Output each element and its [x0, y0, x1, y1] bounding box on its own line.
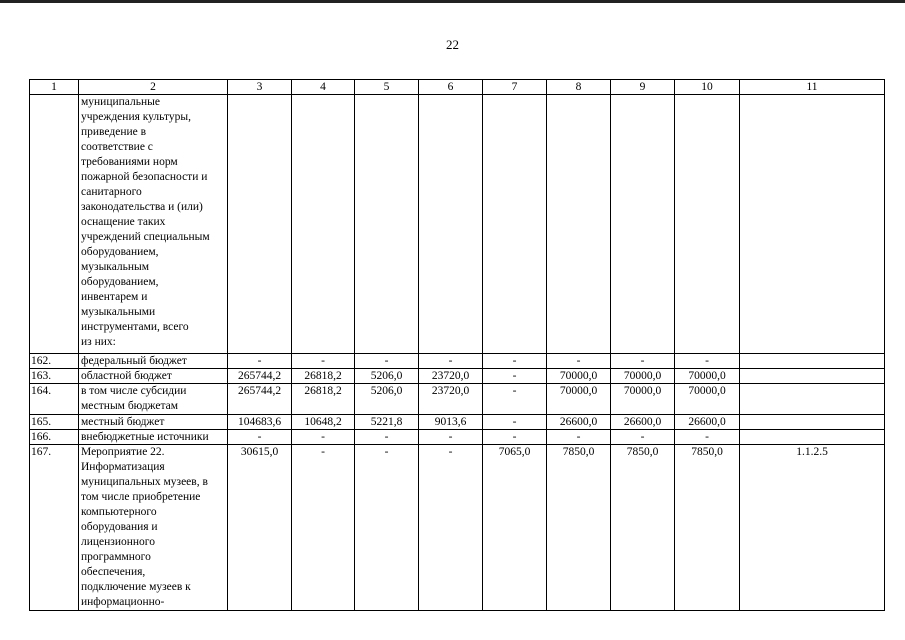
table-row [30, 430, 885, 445]
column-header: 3 [228, 80, 292, 95]
value-cell: - [675, 430, 740, 445]
value-cell: - [483, 354, 547, 369]
row-description-cell: внебюджетные источники [79, 430, 228, 445]
value-cell: 23720,0 [419, 369, 483, 384]
value-cell: 7850,0 [547, 445, 611, 611]
row-number-cell: 164. [30, 384, 79, 415]
row-number-cell: 166. [30, 430, 79, 445]
table-header-row [30, 80, 885, 95]
budget-table [29, 79, 885, 611]
value-cell: - [419, 430, 483, 445]
column-header: 8 [547, 80, 611, 95]
reference-cell: 1.1.2.5 [740, 445, 885, 611]
value-cell: - [355, 430, 419, 445]
table-row [30, 95, 885, 354]
value-cell: 7850,0 [675, 445, 740, 611]
value-cell: - [675, 354, 740, 369]
value-cell: - [547, 354, 611, 369]
value-cell [675, 95, 740, 354]
value-cell: 26600,0 [547, 415, 611, 430]
value-cell: - [611, 354, 675, 369]
value-cell: - [228, 354, 292, 369]
value-cell [483, 95, 547, 354]
row-description-cell: в том числе субсидии местным бюджетам [79, 384, 228, 415]
row-number-cell [30, 95, 79, 354]
value-cell: - [292, 430, 355, 445]
value-cell: - [419, 354, 483, 369]
value-cell [228, 95, 292, 354]
value-cell: 5206,0 [355, 369, 419, 384]
table-row [30, 415, 885, 430]
row-description-cell: местный бюджет [79, 415, 228, 430]
value-cell: 7850,0 [611, 445, 675, 611]
column-header: 9 [611, 80, 675, 95]
value-cell: - [355, 445, 419, 611]
table-row [30, 445, 885, 611]
reference-cell [740, 95, 885, 354]
value-cell: 5221,8 [355, 415, 419, 430]
column-header: 10 [675, 80, 740, 95]
value-cell: - [355, 354, 419, 369]
column-header: 1 [30, 80, 79, 95]
value-cell [419, 95, 483, 354]
row-number-cell: 163. [30, 369, 79, 384]
value-cell [355, 95, 419, 354]
value-cell: - [228, 430, 292, 445]
value-cell: 23720,0 [419, 384, 483, 415]
value-cell: 5206,0 [355, 384, 419, 415]
value-cell: 70000,0 [547, 384, 611, 415]
value-cell: - [419, 445, 483, 611]
value-cell: 26818,2 [292, 369, 355, 384]
row-description-cell: областной бюджет [79, 369, 228, 384]
top-border-line [0, 0, 905, 3]
value-cell: 70000,0 [547, 369, 611, 384]
value-cell: 70000,0 [675, 369, 740, 384]
value-cell: 70000,0 [611, 369, 675, 384]
column-header: 7 [483, 80, 547, 95]
table-row [30, 384, 885, 415]
value-cell [611, 95, 675, 354]
reference-cell [740, 369, 885, 384]
table-row [30, 354, 885, 369]
page-number: 22 [446, 37, 459, 52]
value-cell: 26818,2 [292, 384, 355, 415]
column-header: 11 [740, 80, 885, 95]
row-number-cell: 167. [30, 445, 79, 611]
column-header: 2 [79, 80, 228, 95]
reference-cell [740, 384, 885, 415]
row-description-cell: федеральный бюджет [79, 354, 228, 369]
column-header: 4 [292, 80, 355, 95]
column-header: 5 [355, 80, 419, 95]
value-cell: - [483, 430, 547, 445]
value-cell: 9013,6 [419, 415, 483, 430]
value-cell: 265744,2 [228, 369, 292, 384]
value-cell: 265744,2 [228, 384, 292, 415]
value-cell: 70000,0 [675, 384, 740, 415]
table-row [30, 369, 885, 384]
row-number-cell: 165. [30, 415, 79, 430]
value-cell: 26600,0 [611, 415, 675, 430]
row-description-cell: муниципальные учреждения культуры, приведение в соответствие с требованиями норм пожарной безопасности и санитарного законодательства и (или) оснащение таких учреждений специальным оборудованием, музыкальным оборудованием, инвентарем и музыкальными инструментами, всего из них: [79, 95, 228, 354]
row-number-cell: 162. [30, 354, 79, 369]
value-cell: 30615,0 [228, 445, 292, 611]
value-cell [292, 95, 355, 354]
reference-cell [740, 430, 885, 445]
value-cell: - [611, 430, 675, 445]
reference-cell [740, 415, 885, 430]
row-description-cell: Мероприятие 22. Информатизация муниципальных музеев, в том числе приобретение компьютерного оборудования и лицензионного программного обеспечения, подключение музеев к информационно- [79, 445, 228, 611]
value-cell: 70000,0 [611, 384, 675, 415]
value-cell [547, 95, 611, 354]
value-cell: 104683,6 [228, 415, 292, 430]
value-cell: - [483, 369, 547, 384]
value-cell: - [483, 415, 547, 430]
value-cell: - [547, 430, 611, 445]
value-cell: - [292, 445, 355, 611]
value-cell: 7065,0 [483, 445, 547, 611]
value-cell: 10648,2 [292, 415, 355, 430]
value-cell: - [292, 354, 355, 369]
reference-cell [740, 354, 885, 369]
column-header: 6 [419, 80, 483, 95]
value-cell: 26600,0 [675, 415, 740, 430]
value-cell: - [483, 384, 547, 415]
